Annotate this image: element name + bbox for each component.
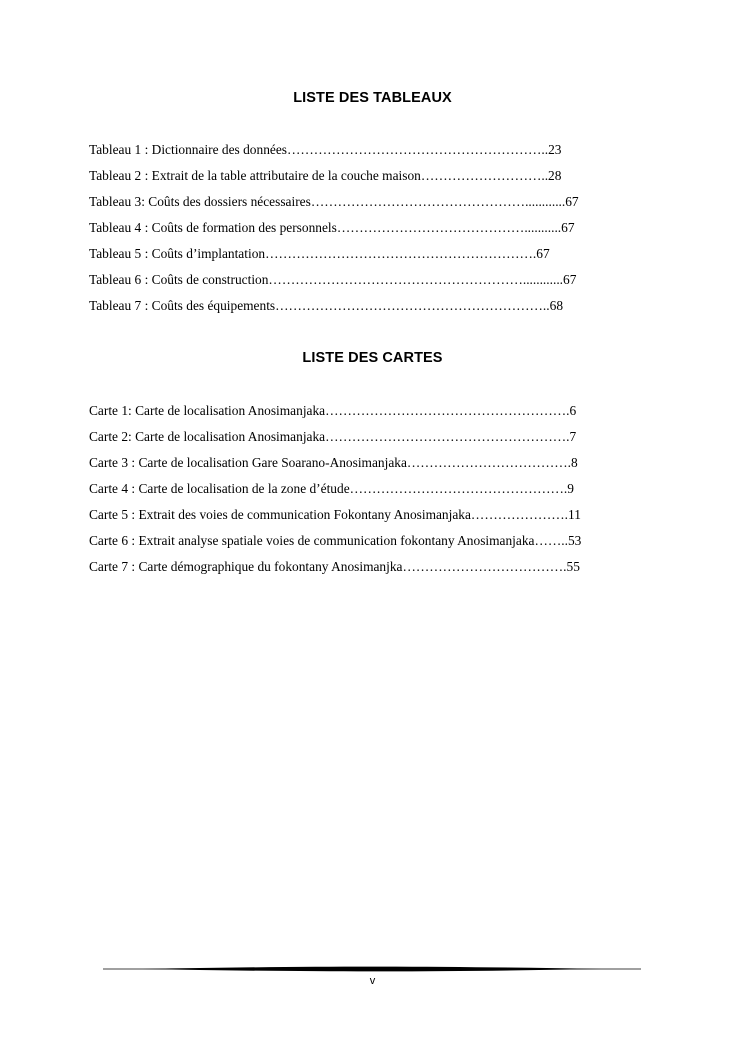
list-item: Carte 4 : Carte de localisation de la zone d’étude………………………………………….9 bbox=[89, 481, 574, 496]
list-item: Carte 2: Carte de localisation Anosimanjaka……………………………………………….7 bbox=[89, 429, 577, 444]
cartes-list bbox=[89, 398, 581, 580]
list-item: Tableau 2 : Extrait de la table attributaire de la couche maison………………………..28 bbox=[89, 168, 562, 183]
list-item: Tableau 6 : Coûts de construction…………………………………………………............67 bbox=[89, 272, 577, 287]
list-item: Tableau 4 : Coûts de formation des personnels……………………………………...........67 bbox=[89, 220, 575, 235]
list-item: Tableau 3: Coûts des dossiers nécessaires…………………………………………............67 bbox=[89, 194, 579, 209]
list-item: Carte 1: Carte de localisation Anosimanjaka……………………………………………….6 bbox=[89, 403, 577, 418]
list-item: Carte 3 : Carte de localisation Gare Soarano-Anosimanjaka……………………………….8 bbox=[89, 455, 578, 470]
list-item: Carte 5 : Extrait des voies de communication Fokontany Anosimanjaka………………….11 bbox=[89, 507, 581, 522]
list-item: Carte 7 : Carte démographique du fokontany Anosimanjka……………………………….55 bbox=[89, 559, 580, 574]
list-item: Tableau 5 : Coûts d’implantation…………………………………………………….67 bbox=[89, 246, 550, 261]
list-item: Carte 6 : Extrait analyse spatiale voies de communication fokontany Anosimanjaka……..53 bbox=[89, 533, 582, 548]
footer-divider bbox=[103, 963, 641, 975]
list-item: Tableau 1 : Dictionnaire des données…………………………………………………..23 bbox=[89, 142, 562, 157]
section-title-cartes: LISTE DES CARTES bbox=[302, 350, 443, 366]
tableaux-list bbox=[89, 137, 579, 319]
page-number: v bbox=[369, 975, 376, 987]
list-item: Tableau 7 : Coûts des équipements……………………………………………………..68 bbox=[89, 298, 564, 313]
section-title-tableaux: LISTE DES TABLEAUX bbox=[293, 90, 452, 106]
